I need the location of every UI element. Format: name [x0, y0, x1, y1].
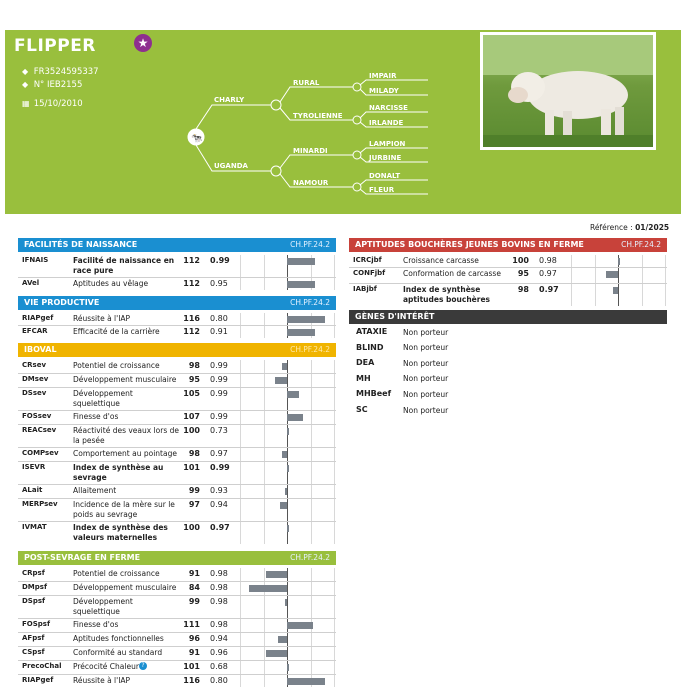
- grid-line: [334, 360, 335, 373]
- grid-line: [571, 268, 572, 283]
- pedigree-mm[interactable]: NAMOUR: [293, 179, 329, 187]
- index-bar: [285, 488, 287, 495]
- grid-line: [334, 374, 335, 387]
- index-reliability: 0.99: [210, 412, 228, 421]
- index-code: ISEVR: [22, 463, 46, 471]
- index-label: Index de synthèse des valeurs maternelles: [73, 523, 168, 542]
- index-value: 91: [188, 569, 200, 578]
- index-bar: [285, 599, 287, 606]
- index-reliability: 0.99: [210, 375, 228, 384]
- index-value: 111: [183, 620, 200, 629]
- index-code: FOSsev: [22, 412, 52, 420]
- index-value: 84: [188, 583, 200, 592]
- birth-date: ▦ 15/10/2010: [22, 99, 83, 109]
- grid-line: [595, 255, 596, 267]
- index-reliability: 0.99: [210, 361, 228, 370]
- gene-name: BLIND: [356, 342, 384, 352]
- grid-line: [334, 388, 335, 410]
- pedigree-ffm[interactable]: MILADY: [369, 87, 399, 95]
- index-value: 96: [188, 634, 200, 643]
- index-label: Index de synthèse aptitudes bouchères: [403, 285, 491, 304]
- index-reliability: 0.98: [210, 597, 228, 606]
- index-code: PrecoChal: [22, 662, 62, 670]
- grid-line: [240, 619, 241, 632]
- animal-photo: [480, 32, 656, 150]
- calendar-icon: ▦: [22, 99, 30, 108]
- grid-line: [334, 499, 335, 521]
- tag-icon: ◆: [22, 67, 29, 76]
- pedigree-fmm[interactable]: IRLANDE: [369, 119, 404, 127]
- gene-name: DEA: [356, 358, 375, 368]
- section-title: APTITUDES BOUCHÈRES JEUNES BOVINS EN FERME: [355, 240, 584, 249]
- index-row: [349, 268, 667, 283]
- info-icon[interactable]: ?: [139, 662, 147, 670]
- index-label: Réactivité des veaux lors de la pesée: [73, 426, 180, 445]
- index-reliability: 0.99: [210, 463, 230, 472]
- index-row: [18, 485, 336, 498]
- index-reliability: 0.94: [210, 634, 228, 643]
- grid-line: [264, 661, 265, 674]
- reference: Référence : 01/2025: [590, 223, 670, 232]
- index-bar: [287, 465, 289, 472]
- grid-line: [311, 647, 312, 660]
- index-value: 99: [188, 597, 200, 606]
- section-header-naissance: [18, 238, 336, 252]
- index-reliability: 0.98: [210, 583, 228, 592]
- grid-line: [334, 522, 335, 544]
- national-id: ◆ FR3524595337: [22, 67, 99, 77]
- pedigree-ff[interactable]: RURAL: [293, 79, 320, 87]
- section-header-postsevrage: [18, 551, 336, 565]
- index-value: 91: [188, 648, 200, 657]
- grid-line: [334, 255, 335, 277]
- index-code: IABjbf: [353, 285, 377, 293]
- grid-line: [334, 313, 335, 325]
- grid-line: [264, 568, 265, 581]
- grid-line: [240, 568, 241, 581]
- grid-line: [264, 485, 265, 498]
- index-value: 99: [188, 486, 200, 495]
- index-reliability: 0.91: [210, 327, 228, 336]
- grid-line: [240, 633, 241, 646]
- index-code: CRpsf: [22, 569, 45, 577]
- grid-line: [311, 425, 312, 447]
- index-label: Développement squelettique: [73, 597, 133, 616]
- grid-line: [334, 633, 335, 646]
- index-bar: [287, 678, 325, 685]
- grid-line: [240, 411, 241, 424]
- grid-line: [334, 448, 335, 461]
- index-code: IFNAIS: [22, 256, 49, 264]
- grid-line: [642, 255, 643, 267]
- grid-line: [264, 499, 265, 521]
- pedigree-fmf[interactable]: NARCISSE: [369, 104, 408, 112]
- grid-line: [334, 661, 335, 674]
- index-bar: [613, 287, 618, 294]
- index-reliability: 0.97: [210, 449, 228, 458]
- section-title: GÈNES D'INTÉRÊT: [355, 312, 435, 321]
- axis-line: [287, 448, 288, 461]
- grid-line: [240, 661, 241, 674]
- index-bar: [618, 258, 620, 265]
- grid-line: [311, 633, 312, 646]
- grid-line: [311, 596, 312, 618]
- axis-line: [287, 499, 288, 521]
- index-code: MERPsev: [22, 500, 58, 508]
- index-label: Aptitudes au vêlage: [73, 279, 149, 288]
- index-label: Comportement au pointage: [73, 449, 177, 458]
- grid-line: [240, 462, 241, 484]
- index-value: 100: [512, 256, 529, 265]
- index-code: FOSpsf: [22, 620, 50, 628]
- index-label: Conformité au standard: [73, 648, 163, 657]
- index-label: Développement squelettique: [73, 389, 133, 408]
- index-bar: [287, 391, 299, 398]
- index-reliability: 0.96: [210, 648, 228, 657]
- index-label: Développement musculaire: [73, 583, 177, 592]
- grid-line: [334, 462, 335, 484]
- grid-line: [311, 582, 312, 595]
- section-code: CH.PF.24.2: [621, 240, 661, 249]
- index-label: Conformation de carcasse: [403, 269, 501, 278]
- grid-line: [334, 485, 335, 498]
- pedigree-mmm[interactable]: FLEUR: [369, 186, 395, 194]
- grid-line: [240, 596, 241, 618]
- index-reliability: 0.99: [210, 256, 230, 265]
- grid-line: [264, 278, 265, 290]
- bull-picture: [483, 35, 653, 147]
- grid-line: [264, 411, 265, 424]
- pedigree-mmf[interactable]: DONALT: [369, 172, 401, 180]
- index-code: REACsev: [22, 426, 57, 434]
- star-icon[interactable]: ★: [134, 34, 152, 52]
- axis-line: [287, 596, 288, 618]
- index-code: COMPsev: [22, 449, 59, 457]
- index-code: DSpsf: [22, 597, 46, 605]
- grid-line: [334, 326, 335, 338]
- grid-line: [264, 675, 265, 687]
- gene-status: Non porteur: [403, 343, 449, 353]
- grid-line: [334, 596, 335, 618]
- section-code: CH.PF.24.2: [290, 298, 330, 307]
- index-label: Développement musculaire: [73, 375, 177, 384]
- index-code: DMsev: [22, 375, 49, 383]
- index-reliability: 0.97: [539, 285, 559, 294]
- section-code: CH.PF.24.2: [290, 345, 330, 354]
- pedigree-mf[interactable]: MINARDI: [293, 147, 328, 155]
- grid-line: [311, 499, 312, 521]
- index-bar: [287, 316, 325, 323]
- index-label: Incidence de la mère sur le poids au sevrage: [73, 500, 175, 519]
- index-bar: [280, 502, 287, 509]
- pedigree-fm[interactable]: TYROLIENNE: [293, 112, 343, 120]
- axis-line: [287, 360, 288, 373]
- grid-line: [642, 268, 643, 283]
- gene-name: ATAXIE: [356, 327, 388, 336]
- index-value: 105: [183, 389, 200, 398]
- gene-name: MH: [356, 373, 371, 383]
- index-label: Potentiel de croissance: [73, 361, 160, 370]
- index-bar: [287, 414, 303, 421]
- index-row: [18, 596, 336, 618]
- axis-line: [287, 582, 288, 595]
- grid-line: [311, 661, 312, 674]
- index-code: DSsev: [22, 389, 47, 397]
- grid-line: [571, 255, 572, 267]
- index-reliability: 0.93: [210, 486, 228, 495]
- grid-line: [240, 647, 241, 660]
- index-bar: [278, 636, 287, 643]
- grid-line: [595, 268, 596, 283]
- grid-line: [264, 633, 265, 646]
- section-header-genes: [349, 310, 667, 324]
- index-label: Efficacité de la carrière: [73, 327, 160, 336]
- index-bar: [287, 329, 315, 336]
- grid-line: [264, 647, 265, 660]
- index-code: CRsev: [22, 361, 47, 369]
- index-value: 101: [183, 662, 200, 671]
- axis-line: [287, 647, 288, 660]
- index-value: 98: [517, 285, 529, 294]
- index-label: Index de synthèse au sevrage: [73, 463, 164, 482]
- index-bar: [287, 664, 289, 671]
- index-reliability: 0.94: [210, 500, 228, 509]
- index-bar: [606, 271, 618, 278]
- grid-line: [311, 411, 312, 424]
- index-label: Finesse d'os: [73, 620, 119, 629]
- index-value: 101: [183, 463, 200, 472]
- index-code: ICRCjbf: [353, 256, 382, 264]
- index-value: 112: [183, 256, 200, 265]
- grid-line: [311, 388, 312, 410]
- index-reliability: 0.97: [539, 269, 557, 278]
- grid-line: [240, 374, 241, 387]
- index-reliability: 0.73: [210, 426, 228, 435]
- index-code: AFpsf: [22, 634, 45, 642]
- pedigree-father[interactable]: CHARLY: [214, 96, 245, 104]
- index-reliability: 0.98: [539, 256, 557, 265]
- pedigree-mfm[interactable]: JURBINE: [369, 154, 402, 162]
- index-label: Croissance carcasse: [403, 256, 479, 265]
- grid-line: [311, 462, 312, 484]
- grid-line: [311, 448, 312, 461]
- index-row: [18, 499, 336, 521]
- grid-line: [334, 619, 335, 632]
- index-row: [18, 647, 336, 660]
- index-code: AVel: [22, 279, 40, 287]
- index-value: 116: [183, 314, 200, 323]
- index-row: [18, 568, 336, 581]
- index-row: [18, 448, 336, 461]
- index-row: [18, 633, 336, 646]
- axis-line: [618, 268, 619, 283]
- grid-line: [240, 448, 241, 461]
- grid-line: [665, 268, 666, 283]
- index-row: [349, 284, 667, 306]
- section-title: VIE PRODUCTIVE: [24, 298, 100, 307]
- grid-line: [311, 485, 312, 498]
- ib-id: ◆ N° IEB2155: [22, 80, 83, 90]
- index-bar: [287, 281, 315, 288]
- grid-line: [264, 596, 265, 618]
- index-label: Aptitudes fonctionnelles: [73, 634, 164, 643]
- grid-line: [240, 255, 241, 277]
- index-reliability: 0.98: [210, 620, 228, 629]
- grid-line: [334, 568, 335, 581]
- index-code: RIAPgef: [22, 676, 54, 684]
- grid-line: [595, 284, 596, 306]
- grid-line: [334, 411, 335, 424]
- index-bar: [266, 650, 287, 657]
- index-code: ALait: [22, 486, 43, 494]
- grid-line: [334, 647, 335, 660]
- grid-line: [240, 425, 241, 447]
- grid-line: [240, 675, 241, 687]
- grid-line: [334, 278, 335, 290]
- tag-icon: ◆: [22, 80, 29, 89]
- index-bar: [282, 363, 287, 370]
- section-header-productive: [18, 296, 336, 310]
- index-reliability: 0.80: [210, 314, 228, 323]
- index-reliability: 0.98: [210, 569, 228, 578]
- index-reliability: 0.95: [210, 279, 228, 288]
- index-bar: [287, 622, 313, 629]
- index-label: Réussite à l'IAP: [73, 314, 131, 323]
- index-value: 95: [188, 375, 200, 384]
- index-code: IVMAT: [22, 523, 47, 531]
- index-code: CONFjbf: [353, 269, 386, 277]
- pedigree-mother[interactable]: UGANDA: [214, 162, 248, 170]
- axis-line: [287, 633, 288, 646]
- index-bar: [287, 428, 289, 435]
- grid-line: [240, 582, 241, 595]
- grid-line: [240, 313, 241, 325]
- pedigree-mff[interactable]: LAMPION: [369, 140, 406, 148]
- index-label: Facilité de naissance en race pure: [73, 256, 175, 275]
- gene-status: Non porteur: [403, 327, 449, 337]
- gene-status: Non porteur: [403, 358, 449, 368]
- gene-name: SC: [356, 405, 368, 414]
- grid-line: [264, 462, 265, 484]
- grid-line: [240, 522, 241, 544]
- gene-name: MHBeef: [356, 389, 392, 399]
- axis-line: [287, 485, 288, 498]
- section-header-iboval: [18, 343, 336, 357]
- index-value: 95: [517, 269, 529, 278]
- index-label: Allaitement: [73, 486, 117, 495]
- animal-name: FLIPPER: [14, 36, 96, 56]
- grid-line: [334, 582, 335, 595]
- index-label: Réussite à l'IAP: [73, 676, 131, 685]
- section-code: CH.PF.24.2: [290, 240, 330, 249]
- grid-line: [240, 499, 241, 521]
- grid-line: [264, 374, 265, 387]
- axis-line: [287, 568, 288, 581]
- axis-line: [618, 284, 619, 306]
- grid-line: [311, 360, 312, 373]
- section-title: IBOVAL: [24, 345, 57, 354]
- index-bar: [275, 377, 287, 384]
- grid-line: [334, 425, 335, 447]
- grid-line: [665, 255, 666, 267]
- section-header-bouchere: [349, 238, 667, 252]
- section-code: CH.PF.24.2: [290, 553, 330, 562]
- index-code: DMpsf: [22, 583, 47, 591]
- index-reliability: 0.97: [210, 523, 230, 532]
- index-label: Précocité Chaleur: [73, 662, 139, 671]
- grid-line: [264, 255, 265, 277]
- gene-status: Non porteur: [403, 405, 449, 415]
- index-bar: [282, 451, 287, 458]
- grid-line: [571, 284, 572, 306]
- grid-line: [264, 360, 265, 373]
- index-bar: [287, 258, 315, 265]
- index-bar: [249, 585, 287, 592]
- grid-line: [240, 485, 241, 498]
- gene-status: Non porteur: [403, 374, 449, 384]
- grid-line: [264, 448, 265, 461]
- pedigree-fff[interactable]: IMPAIR: [369, 72, 397, 80]
- grid-line: [264, 313, 265, 325]
- index-bar: [287, 525, 289, 532]
- index-value: 100: [183, 523, 200, 532]
- grid-line: [240, 326, 241, 338]
- index-value: 112: [183, 279, 200, 288]
- index-value: 98: [188, 449, 200, 458]
- grid-line: [311, 374, 312, 387]
- grid-line: [311, 568, 312, 581]
- grid-line: [311, 522, 312, 544]
- grid-line: [264, 522, 265, 544]
- index-bar: [266, 571, 287, 578]
- axis-line: [287, 374, 288, 387]
- index-code: RIAPgef: [22, 314, 54, 322]
- index-reliability: 0.99: [210, 389, 228, 398]
- index-label: Potentiel de croissance: [73, 569, 160, 578]
- grid-line: [642, 284, 643, 306]
- index-value: 97: [188, 500, 200, 509]
- index-value: 100: [183, 426, 200, 435]
- grid-line: [264, 326, 265, 338]
- index-row: [18, 374, 336, 387]
- index-row: [18, 360, 336, 373]
- index-value: 116: [183, 676, 200, 685]
- grid-line: [264, 425, 265, 447]
- section-title: FACILITÉS DE NAISSANCE: [24, 240, 138, 249]
- grid-line: [264, 388, 265, 410]
- index-reliability: 0.80: [210, 676, 228, 685]
- index-code: EFCAR: [22, 327, 48, 335]
- grid-line: [240, 360, 241, 373]
- grid-line: [264, 619, 265, 632]
- index-label: Finesse d'os: [73, 412, 119, 421]
- index-row: [18, 582, 336, 595]
- grid-line: [334, 675, 335, 687]
- index-value: 98: [188, 361, 200, 370]
- index-value: 112: [183, 327, 200, 336]
- index-code: CSpsf: [22, 648, 45, 656]
- grid-line: [240, 388, 241, 410]
- cow-icon: 🐄: [191, 134, 203, 144]
- section-title: POST-SEVRAGE EN FERME: [24, 553, 141, 562]
- index-value: 107: [183, 412, 200, 421]
- gene-status: Non porteur: [403, 389, 449, 399]
- index-reliability: 0.68: [210, 662, 228, 671]
- grid-line: [240, 278, 241, 290]
- grid-line: [665, 284, 666, 306]
